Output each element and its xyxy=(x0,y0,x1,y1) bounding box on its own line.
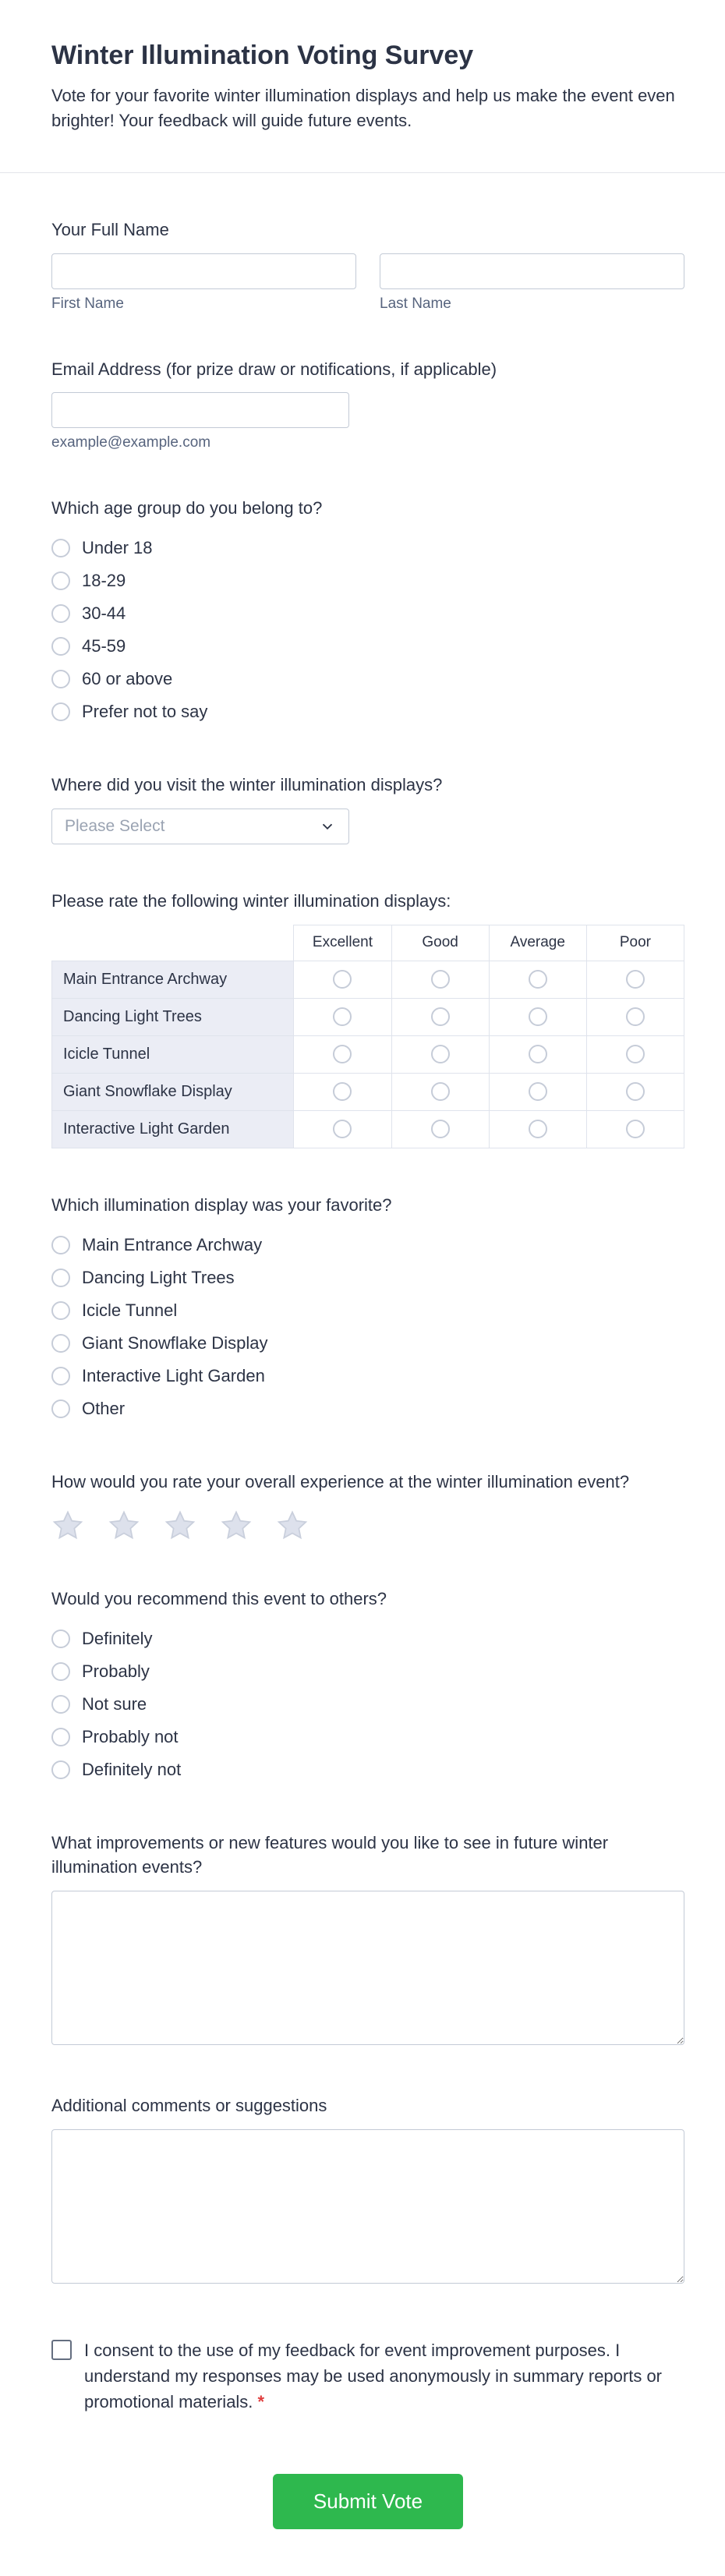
radio-icon[interactable] xyxy=(51,702,70,721)
first-name-sublabel: First Name xyxy=(51,295,124,312)
age-group-option[interactable] xyxy=(51,630,684,663)
favorite-option[interactable] xyxy=(51,1261,684,1294)
rating-radio[interactable] xyxy=(626,1007,645,1026)
rating-row-label: Dancing Light Trees xyxy=(52,998,294,1035)
question-full-name xyxy=(51,218,684,313)
recommend-label: Would you recommend this event to others? xyxy=(51,1589,387,1609)
radio-option-label: Giant Snowflake Display xyxy=(82,1332,268,1353)
rating-radio-cell xyxy=(294,961,391,998)
overall-rating-label: How would you rate your overall experience at the winter illumination event? xyxy=(51,1471,630,1491)
question-email xyxy=(51,358,684,452)
radio-option-label: Prefer not to say xyxy=(82,702,208,722)
question-comments xyxy=(51,2094,684,2288)
rating-radio[interactable] xyxy=(626,970,645,989)
rating-radio-cell xyxy=(391,1035,489,1073)
rating-column-header: Excellent xyxy=(294,925,391,961)
radio-option-label: Dancing Light Trees xyxy=(82,1267,235,1287)
rating-radio[interactable] xyxy=(333,1007,352,1026)
radio-option-label: Probably xyxy=(82,1661,150,1682)
visit-location-label: Where did you visit the winter illumination displays? xyxy=(51,775,443,795)
rating-radio[interactable] xyxy=(626,1120,645,1138)
radio-option-label: Definitely not xyxy=(82,1760,182,1780)
question-recommend xyxy=(51,1587,684,1786)
rating-radio-cell xyxy=(489,1110,586,1148)
question-overall-rating xyxy=(51,1470,684,1543)
improvements-textarea[interactable] xyxy=(51,1891,684,2045)
radio-icon[interactable] xyxy=(51,1695,70,1714)
radio-option-label: Not sure xyxy=(82,1694,147,1714)
email-input[interactable] xyxy=(51,392,349,428)
rating-row xyxy=(52,1110,684,1148)
rating-radio[interactable] xyxy=(529,970,547,989)
last-name-input[interactable] xyxy=(380,253,684,289)
rating-radio[interactable] xyxy=(333,970,352,989)
rating-row-label: Interactive Light Garden xyxy=(52,1110,294,1148)
rating-table xyxy=(51,925,684,1148)
radio-option-label: Other xyxy=(82,1398,126,1418)
radio-icon[interactable] xyxy=(51,604,70,623)
favorite-option[interactable] xyxy=(51,1360,684,1392)
favorite-label: Which illumination display was your favorite? xyxy=(51,1194,392,1215)
favorite-option[interactable] xyxy=(51,1294,684,1327)
consent-label-text: I consent to the use of my feedback for event improvement purposes. I understand my responses may be used anonymously in summary reports or promotional materials. xyxy=(84,2340,663,2411)
rating-radio-cell xyxy=(294,998,391,1035)
email-sublabel: example@example.com xyxy=(51,434,211,451)
last-name-field xyxy=(380,253,684,313)
radio-icon[interactable] xyxy=(51,1236,70,1254)
star-icon[interactable] xyxy=(108,1509,140,1542)
radio-icon[interactable] xyxy=(51,1367,70,1385)
recommend-option[interactable] xyxy=(51,1622,684,1655)
rating-row-label: Main Entrance Archway xyxy=(52,961,294,998)
rating-column-header: Average xyxy=(489,925,586,961)
radio-icon[interactable] xyxy=(51,1728,70,1746)
radio-option-label: 30-44 xyxy=(82,603,126,624)
first-name-field xyxy=(51,253,356,313)
rating-radio[interactable] xyxy=(529,1045,547,1063)
rating-radio[interactable] xyxy=(431,1007,450,1026)
age-group-label: Which age group do you belong to? xyxy=(51,498,323,518)
recommend-option[interactable] xyxy=(51,1655,684,1688)
recommend-options xyxy=(51,1622,684,1786)
first-name-input[interactable] xyxy=(51,253,356,289)
rating-radio[interactable] xyxy=(626,1082,645,1101)
rating-column-header: Poor xyxy=(586,925,684,961)
age-group-option[interactable] xyxy=(51,532,684,564)
rating-radio[interactable] xyxy=(333,1045,352,1063)
rating-radio[interactable] xyxy=(529,1007,547,1026)
favorite-option[interactable] xyxy=(51,1327,684,1360)
consent-label xyxy=(84,2337,684,2415)
radio-icon[interactable] xyxy=(51,1301,70,1320)
comments-label: Additional comments or suggestions xyxy=(51,2095,327,2115)
rating-radio-cell xyxy=(294,1110,391,1148)
star-rating xyxy=(51,1509,684,1542)
rating-row-label: Icicle Tunnel xyxy=(52,1035,294,1073)
rating-radio[interactable] xyxy=(529,1082,547,1101)
radio-option-label: 60 or above xyxy=(82,669,173,689)
rating-radio-cell xyxy=(294,1073,391,1110)
age-group-option[interactable] xyxy=(51,663,684,695)
question-age-group xyxy=(51,497,684,728)
radio-option-label: Probably not xyxy=(82,1727,179,1747)
radio-icon[interactable] xyxy=(51,571,70,590)
rating-radio-cell xyxy=(391,1110,489,1148)
form-title: Winter Illumination Voting Survey xyxy=(51,41,474,70)
rating-radio[interactable] xyxy=(529,1120,547,1138)
rating-radio[interactable] xyxy=(626,1045,645,1063)
rating-radio[interactable] xyxy=(431,970,450,989)
age-group-option[interactable] xyxy=(51,564,684,597)
radio-icon[interactable] xyxy=(51,637,70,656)
recommend-option[interactable] xyxy=(51,1721,684,1753)
question-rating-table xyxy=(51,890,684,1148)
age-group-options xyxy=(51,532,684,728)
improvements-label: What improvements or new features would you like to see in future winter illumination events? xyxy=(51,1833,609,1877)
question-improvements xyxy=(51,1831,684,2049)
rating-row xyxy=(52,1035,684,1073)
visit-location-select[interactable] xyxy=(51,809,349,844)
rating-radio[interactable] xyxy=(333,1120,352,1138)
name-fields-row xyxy=(51,253,684,313)
rating-radio[interactable] xyxy=(431,1082,450,1101)
rating-radio[interactable] xyxy=(431,1045,450,1063)
rating-radio-cell xyxy=(391,961,489,998)
rating-row xyxy=(52,961,684,998)
radio-icon[interactable] xyxy=(51,539,70,557)
required-asterisk: * xyxy=(257,2391,264,2411)
rating-radio-cell xyxy=(489,998,586,1035)
rating-radio-cell xyxy=(294,1035,391,1073)
question-favorite xyxy=(51,1194,684,1425)
age-group-option[interactable] xyxy=(51,597,684,630)
recommend-option[interactable] xyxy=(51,1688,684,1721)
rating-radio-cell xyxy=(586,1073,684,1110)
rating-radio-cell xyxy=(489,1073,586,1110)
rating-radio-cell xyxy=(586,998,684,1035)
radio-option-label: Interactive Light Garden xyxy=(82,1365,265,1385)
last-name-sublabel: Last Name xyxy=(380,295,451,312)
radio-option-label: 45-59 xyxy=(82,636,126,656)
rating-radio-cell xyxy=(391,1073,489,1110)
email-label: Email Address (for prize draw or notifications, if applicable) xyxy=(51,359,497,379)
rating-radio[interactable] xyxy=(431,1120,450,1138)
rating-radio-cell xyxy=(391,998,489,1035)
favorite-option[interactable] xyxy=(51,1229,684,1261)
rating-table-label: Please rate the following winter illumination displays: xyxy=(51,890,451,911)
radio-icon[interactable] xyxy=(51,670,70,688)
radio-option-label: Main Entrance Archway xyxy=(82,1234,263,1254)
comments-textarea[interactable] xyxy=(51,2129,684,2284)
recommend-option[interactable] xyxy=(51,1753,684,1786)
rating-column-header: Good xyxy=(391,925,489,961)
section-divider xyxy=(0,172,725,173)
star-icon[interactable] xyxy=(276,1509,309,1542)
rating-radio-cell xyxy=(489,961,586,998)
question-visit-location xyxy=(51,773,684,844)
rating-radio-cell xyxy=(586,1110,684,1148)
rating-radio-cell xyxy=(489,1035,586,1073)
radio-option-label: 18-29 xyxy=(82,571,126,591)
rating-row-label: Giant Snowflake Display xyxy=(52,1073,294,1110)
radio-option-label: Under 18 xyxy=(82,538,153,558)
radio-icon[interactable] xyxy=(51,1334,70,1353)
select-placeholder: Please Select xyxy=(65,816,165,835)
rating-row xyxy=(52,1073,684,1110)
radio-icon[interactable] xyxy=(51,1399,70,1418)
radio-icon[interactable] xyxy=(51,1269,70,1287)
full-name-label: Your Full Name xyxy=(51,219,169,239)
submit-row xyxy=(51,2474,684,2529)
rating-row xyxy=(52,998,684,1035)
consent-field xyxy=(51,2337,684,2415)
star-icon[interactable] xyxy=(51,1509,84,1542)
radio-icon[interactable] xyxy=(51,1662,70,1681)
favorite-options xyxy=(51,1229,684,1425)
chevron-down-icon xyxy=(319,818,336,835)
star-icon[interactable] xyxy=(164,1509,196,1542)
favorite-option[interactable] xyxy=(51,1392,684,1425)
radio-option-label: Definitely xyxy=(82,1629,153,1649)
rating-corner-cell xyxy=(52,925,294,961)
radio-option-label: Icicle Tunnel xyxy=(82,1300,178,1320)
rating-radio-cell xyxy=(586,1035,684,1073)
submit-button[interactable]: Submit Vote xyxy=(273,2474,463,2529)
age-group-option[interactable] xyxy=(51,695,684,728)
rating-radio-cell xyxy=(586,961,684,998)
star-icon[interactable] xyxy=(220,1509,253,1542)
form-subtitle: Vote for your favorite winter illumination displays and help us make the event even brighter! Your feedback will guide future events. xyxy=(51,86,675,130)
rating-header-row xyxy=(52,925,684,961)
rating-radio[interactable] xyxy=(333,1082,352,1101)
radio-icon[interactable] xyxy=(51,1629,70,1648)
consent-checkbox[interactable] xyxy=(51,2340,72,2360)
radio-icon[interactable] xyxy=(51,1760,70,1779)
